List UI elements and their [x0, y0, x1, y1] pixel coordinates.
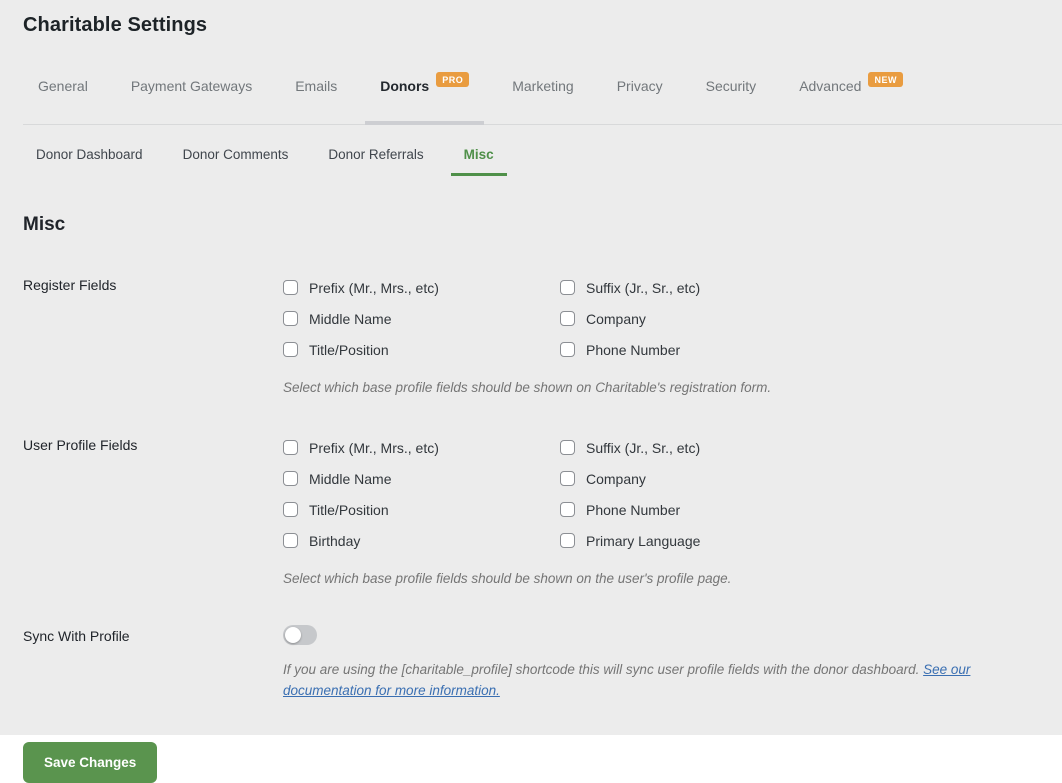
field-label-user-profile-fields: User Profile Fields: [23, 437, 138, 453]
checkbox[interactable]: [560, 533, 575, 548]
tab-label: Advanced: [799, 78, 862, 94]
tab-security[interactable]: [691, 78, 772, 123]
field-label-sync-with-profile: Sync With Profile: [23, 628, 130, 644]
tab-privacy[interactable]: [602, 78, 678, 123]
settings-form: [23, 272, 1039, 701]
checkbox-label: Middle Name: [309, 470, 392, 487]
checkbox-option-prefix-mr-mrs-etc[interactable]: [283, 432, 560, 463]
form-row-register-fields: [23, 272, 1039, 398]
sync-help-body: If you are using the [charitable_profile] shortcode this will sync user profile fields with the donor dashboard.: [283, 662, 920, 677]
checkbox-label: Birthday: [309, 532, 361, 549]
checkbox-label: Title/Position: [309, 501, 389, 518]
checkbox[interactable]: [560, 311, 575, 326]
register-fields-help-text: Select which base profile fields should be shown on Charitable's registration form.: [283, 380, 772, 395]
sync-with-profile-toggle[interactable]: [283, 625, 317, 645]
checkbox[interactable]: [560, 471, 575, 486]
subtab-misc[interactable]: Misc: [451, 147, 507, 176]
checkbox-option-suffix-jr-sr-etc[interactable]: [560, 432, 1039, 463]
form-row-sync-with-profile: [23, 623, 1039, 701]
checkbox-option-company[interactable]: [560, 463, 1039, 494]
tab-advanced[interactable]: [784, 75, 918, 124]
checkbox-option-phone-number[interactable]: [560, 334, 1039, 365]
checkbox-label: Suffix (Jr., Sr., etc): [586, 439, 701, 456]
sync-with-profile-help-text: [283, 659, 989, 701]
save-changes-button[interactable]: Save Changes: [23, 742, 157, 783]
checkbox-label: Phone Number: [586, 341, 681, 358]
checkbox[interactable]: [283, 280, 298, 295]
checkbox-label: Suffix (Jr., Sr., etc): [586, 279, 701, 296]
tab-label: Payment Gateways: [130, 78, 253, 94]
checkbox[interactable]: [283, 342, 298, 357]
register-fields-checkbox-grid: [283, 272, 1039, 365]
form-row-user-profile-fields: [23, 432, 1039, 589]
checkbox[interactable]: [560, 502, 575, 517]
checkbox[interactable]: [560, 440, 575, 455]
checkbox-label: Middle Name: [309, 310, 392, 327]
tab-payment-gateways[interactable]: [116, 78, 267, 123]
user-profile-fields-checkbox-grid: [283, 432, 1039, 556]
checkbox[interactable]: [283, 440, 298, 455]
checkbox-option-company[interactable]: [560, 303, 1039, 334]
checkbox-label: Company: [586, 310, 646, 327]
checkbox-label: Prefix (Mr., Mrs., etc): [309, 439, 439, 456]
field-label-register-fields: Register Fields: [23, 277, 117, 293]
subtab-donor-dashboard[interactable]: Donor Dashboard: [36, 147, 143, 162]
checkbox-label: Prefix (Mr., Mrs., etc): [309, 279, 439, 296]
checkbox-option-middle-name[interactable]: [283, 303, 560, 334]
checkbox-option-suffix-jr-sr-etc[interactable]: [560, 272, 1039, 303]
page-title: Charitable Settings: [23, 14, 208, 36]
checkbox-label: Primary Language: [586, 532, 701, 549]
checkbox[interactable]: [283, 471, 298, 486]
checkbox[interactable]: [283, 502, 298, 517]
section-heading: Misc: [23, 214, 66, 235]
tab-label: Emails: [295, 78, 338, 94]
checkbox-option-birthday[interactable]: [283, 525, 560, 556]
checkbox-option-phone-number[interactable]: [560, 494, 1039, 525]
checkbox-label: Company: [586, 470, 646, 487]
tab-donors[interactable]: [365, 75, 484, 124]
tab-label: Security: [705, 78, 757, 94]
pro-badge: PRO: [436, 72, 469, 87]
checkbox[interactable]: [560, 342, 575, 357]
tab-label: Donors: [380, 78, 430, 94]
checkbox-label: Phone Number: [586, 501, 681, 518]
documentation-link[interactable]: See our documentation for more information.: [283, 662, 971, 698]
subtab-donor-comments[interactable]: Donor Comments: [182, 147, 289, 162]
checkbox-option-title-position[interactable]: [283, 334, 560, 365]
toggle-knob-icon: [285, 627, 301, 643]
checkbox-option-middle-name[interactable]: [283, 463, 560, 494]
checkbox[interactable]: [283, 311, 298, 326]
tab-general[interactable]: [23, 78, 103, 123]
main-tabs: [23, 75, 1062, 125]
tab-marketing[interactable]: [497, 78, 588, 123]
checkbox-label: Title/Position: [309, 341, 389, 358]
checkbox-option-prefix-mr-mrs-etc[interactable]: [283, 272, 560, 303]
sub-tabs: [23, 147, 1039, 176]
tab-label: Marketing: [512, 78, 574, 94]
tab-label: Privacy: [616, 78, 663, 94]
checkbox[interactable]: [283, 533, 298, 548]
subtab-donor-referrals[interactable]: Donor Referrals: [328, 147, 424, 162]
user-profile-fields-help-text: Select which base profile fields should be shown on the user's profile page.: [283, 571, 732, 586]
tab-emails[interactable]: [280, 78, 352, 123]
checkbox[interactable]: [560, 280, 575, 295]
checkbox-option-primary-language[interactable]: [560, 525, 1039, 556]
tab-label: General: [38, 78, 88, 94]
new-badge: NEW: [868, 72, 903, 87]
checkbox-option-title-position[interactable]: [283, 494, 560, 525]
